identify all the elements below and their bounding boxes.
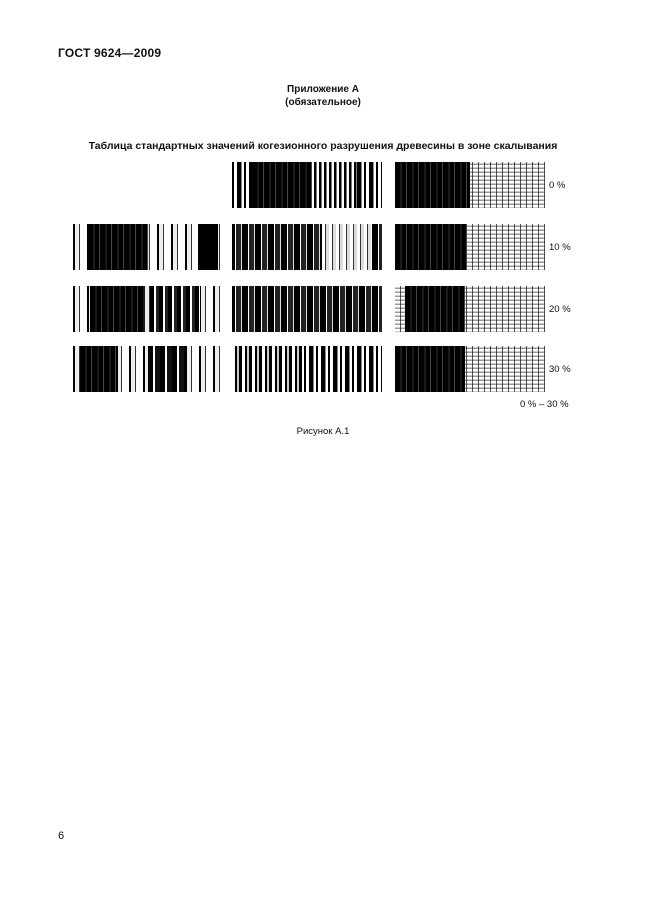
appendix-title: Приложение А: [287, 84, 359, 95]
specimen-row-3-middle: [232, 346, 382, 392]
appendix-heading: [0, 83, 646, 109]
specimen-row-1-left: [70, 224, 220, 270]
specimen-row-3-left: [70, 346, 220, 392]
specimen-row-2-middle: [232, 286, 382, 332]
page-number: 6: [58, 830, 65, 842]
range-label: 0 % – 30 %: [520, 399, 569, 410]
row-label-2: 20 %: [549, 304, 571, 315]
specimen-row-1-right: [395, 224, 545, 270]
row-label-0: 0 %: [549, 180, 566, 191]
specimen-row-1-middle: [232, 224, 382, 270]
specimen-row-3-right: [395, 346, 545, 392]
row-label-3: 30 %: [549, 364, 571, 375]
specimen-row-0-right: [395, 162, 545, 208]
document-header: ГОСТ 9624—2009: [58, 46, 162, 60]
table-title: Таблица стандартных значений когезионного разрушения древесины в зоне скалывания: [88, 140, 558, 152]
row-label-1: 10 %: [549, 242, 571, 253]
figure-caption: Рисунок А.1: [296, 426, 350, 437]
specimen-row-0-middle: [232, 162, 382, 208]
specimen-row-2-left: [70, 286, 220, 332]
specimen-row-2-right: [395, 286, 545, 332]
appendix-status: (обязательное): [285, 97, 361, 108]
